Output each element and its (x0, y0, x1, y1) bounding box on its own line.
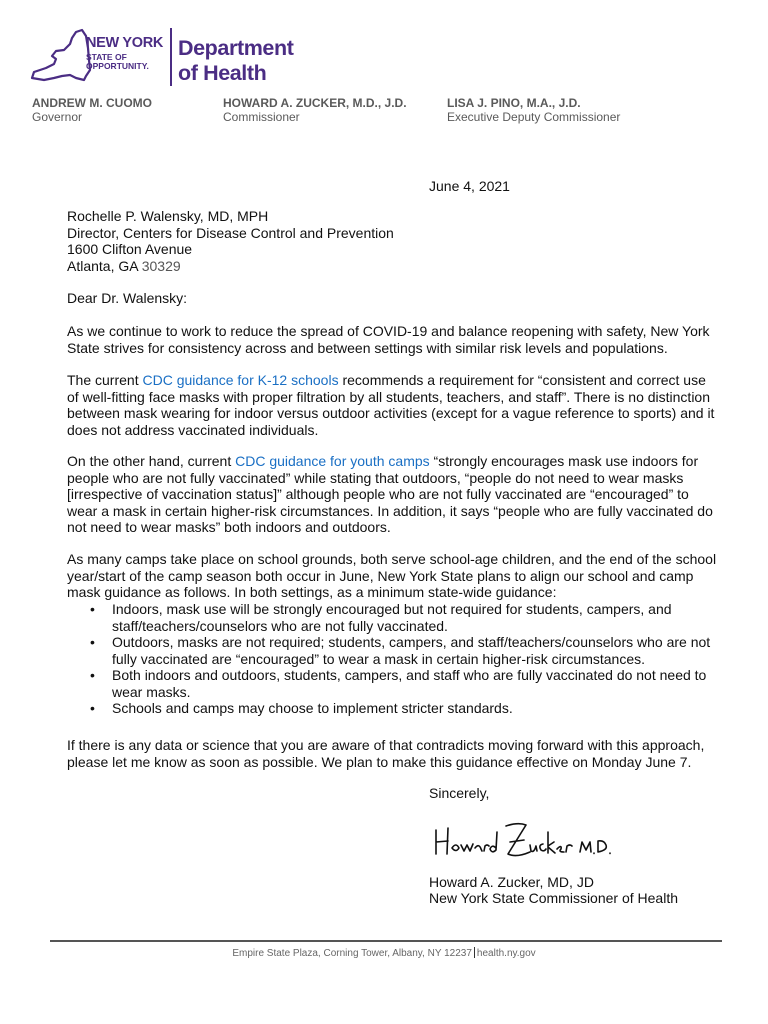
logo-divider (170, 28, 172, 86)
logo-new-york-text: NEW YORK (86, 35, 164, 51)
logo-state-of-text: STATE OF (86, 52, 127, 62)
bullet-text: Both indoors and outdoors, students, campers, and staff who are fully vaccinated do not need to wear masks. (112, 667, 707, 700)
handwritten-signature (430, 820, 630, 870)
recipient-zip: 30329 (141, 257, 181, 274)
salutation: Dear Dr. Walensky: (67, 290, 188, 306)
list-item (90, 700, 715, 717)
bullet-icon: • (90, 700, 95, 716)
recipient-city: Atlanta, GA (67, 257, 142, 274)
deputy-commissioner-name: LISA J. PINO, M.A., J.D. (447, 96, 581, 110)
closing: Sincerely, (429, 785, 490, 801)
bullet-icon: • (90, 667, 95, 683)
logo-opportunity-text: OPPORTUNITY. (86, 61, 149, 71)
paragraph-k12-text-end: recommends a requirement for “consistent and correct use of well-fitting face masks with proper filtration by all students, teachers, and staff”. There is no distinction between mask wearing for indoor versus outdoor activities (except for a vague reference to sports) and it does not address vaccinated individuals. (67, 372, 715, 438)
paragraph-camp-text-end: “strongly encourages mask use indoors for people who are not fully vaccinated” while stating that outdoors, “people do not need to wear masks [irrespective of vaccination status]” although people who are not fully vaccinated are “encouraged” to wear a mask in certain higher-risk circumstances. In addition, it says “people who are fully vaccinated do not need to wear masks” both indoors and outdoors. (67, 453, 713, 535)
paragraph-k12-guidance (67, 372, 717, 438)
footer-separator (474, 947, 475, 958)
footer-website-link[interactable]: health.ny.gov (476, 948, 536, 959)
guidance-bullet-list (90, 601, 715, 717)
department-title-line1: Department (178, 36, 294, 60)
bullet-text: Indoors, mask use will be strongly encouraged but not required for students, campers, and staff/teachers/counselors who are not fully vaccinated. (112, 601, 672, 634)
list-item (90, 634, 715, 667)
recipient-address (67, 208, 727, 274)
paragraph-intro: As we continue to work to reduce the spread of COVID-19 and balance reopening with safety, New York State strives for consistency across and between settings with similar risk levels and populations. (67, 323, 710, 356)
footer-divider (50, 940, 722, 942)
footer-address: Empire State Plaza, Corning Tower, Albany, NY 12237 (232, 948, 472, 959)
paragraph-camp-guidance (67, 453, 717, 536)
bullet-icon: • (90, 634, 95, 650)
signer-title: New York State Commissioner of Health (429, 890, 678, 906)
list-item (90, 667, 715, 700)
governor-title: Governor (32, 110, 83, 124)
bullet-text: Outdoors, masks are not required; students, campers, and staff/teachers/counselors who are not fully vaccinated are “encouraged” to wear a mask in certain higher-risk circumstances. (112, 634, 711, 667)
letter-date: June 4, 2021 (429, 178, 510, 194)
commissioner-name: HOWARD A. ZUCKER, M.D., J.D. (223, 96, 407, 110)
paragraph-camp-text-start: On the other hand, current (67, 453, 236, 469)
footer (0, 947, 768, 959)
paragraph-alignment-plan: As many camps take place on school grounds, both serve school-age children, and the end of the school year/start of the camp season both occur in June, New York State plans to align our school and camp mask guidance as follows. In both settings, as a minimum state-wide guidance: (67, 551, 717, 600)
list-item (90, 601, 715, 634)
deputy-commissioner-title: Executive Deputy Commissioner (447, 110, 621, 124)
department-title-line2: of Health (178, 61, 267, 85)
paragraph-k12-text-start: The current (67, 372, 143, 388)
cdc-k12-guidance-link[interactable]: CDC guidance for K-12 schools (142, 372, 339, 388)
bullet-icon: • (90, 601, 95, 617)
signer-name: Howard A. Zucker, MD, JD (429, 874, 594, 890)
commissioner-title: Commissioner (223, 110, 300, 124)
bullet-text: Schools and camps may choose to implement stricter standards. (112, 700, 513, 716)
governor-name: ANDREW M. CUOMO (32, 96, 152, 110)
recipient-title: Director, Centers for Disease Control and Prevention (67, 224, 394, 241)
cdc-youth-camps-guidance-link[interactable]: CDC guidance for youth camps (235, 453, 430, 469)
recipient-city-line (67, 258, 727, 275)
recipient-name: Rochelle P. Walensky, MD, MPH (67, 208, 269, 224)
paragraph-closing-request: If there is any data or science that you are aware of that contradicts moving forward with this approach, please let me know as soon as possible. We plan to make this guidance effective on Monday June 7. (67, 737, 705, 770)
recipient-street: 1600 Clifton Avenue (67, 241, 193, 257)
